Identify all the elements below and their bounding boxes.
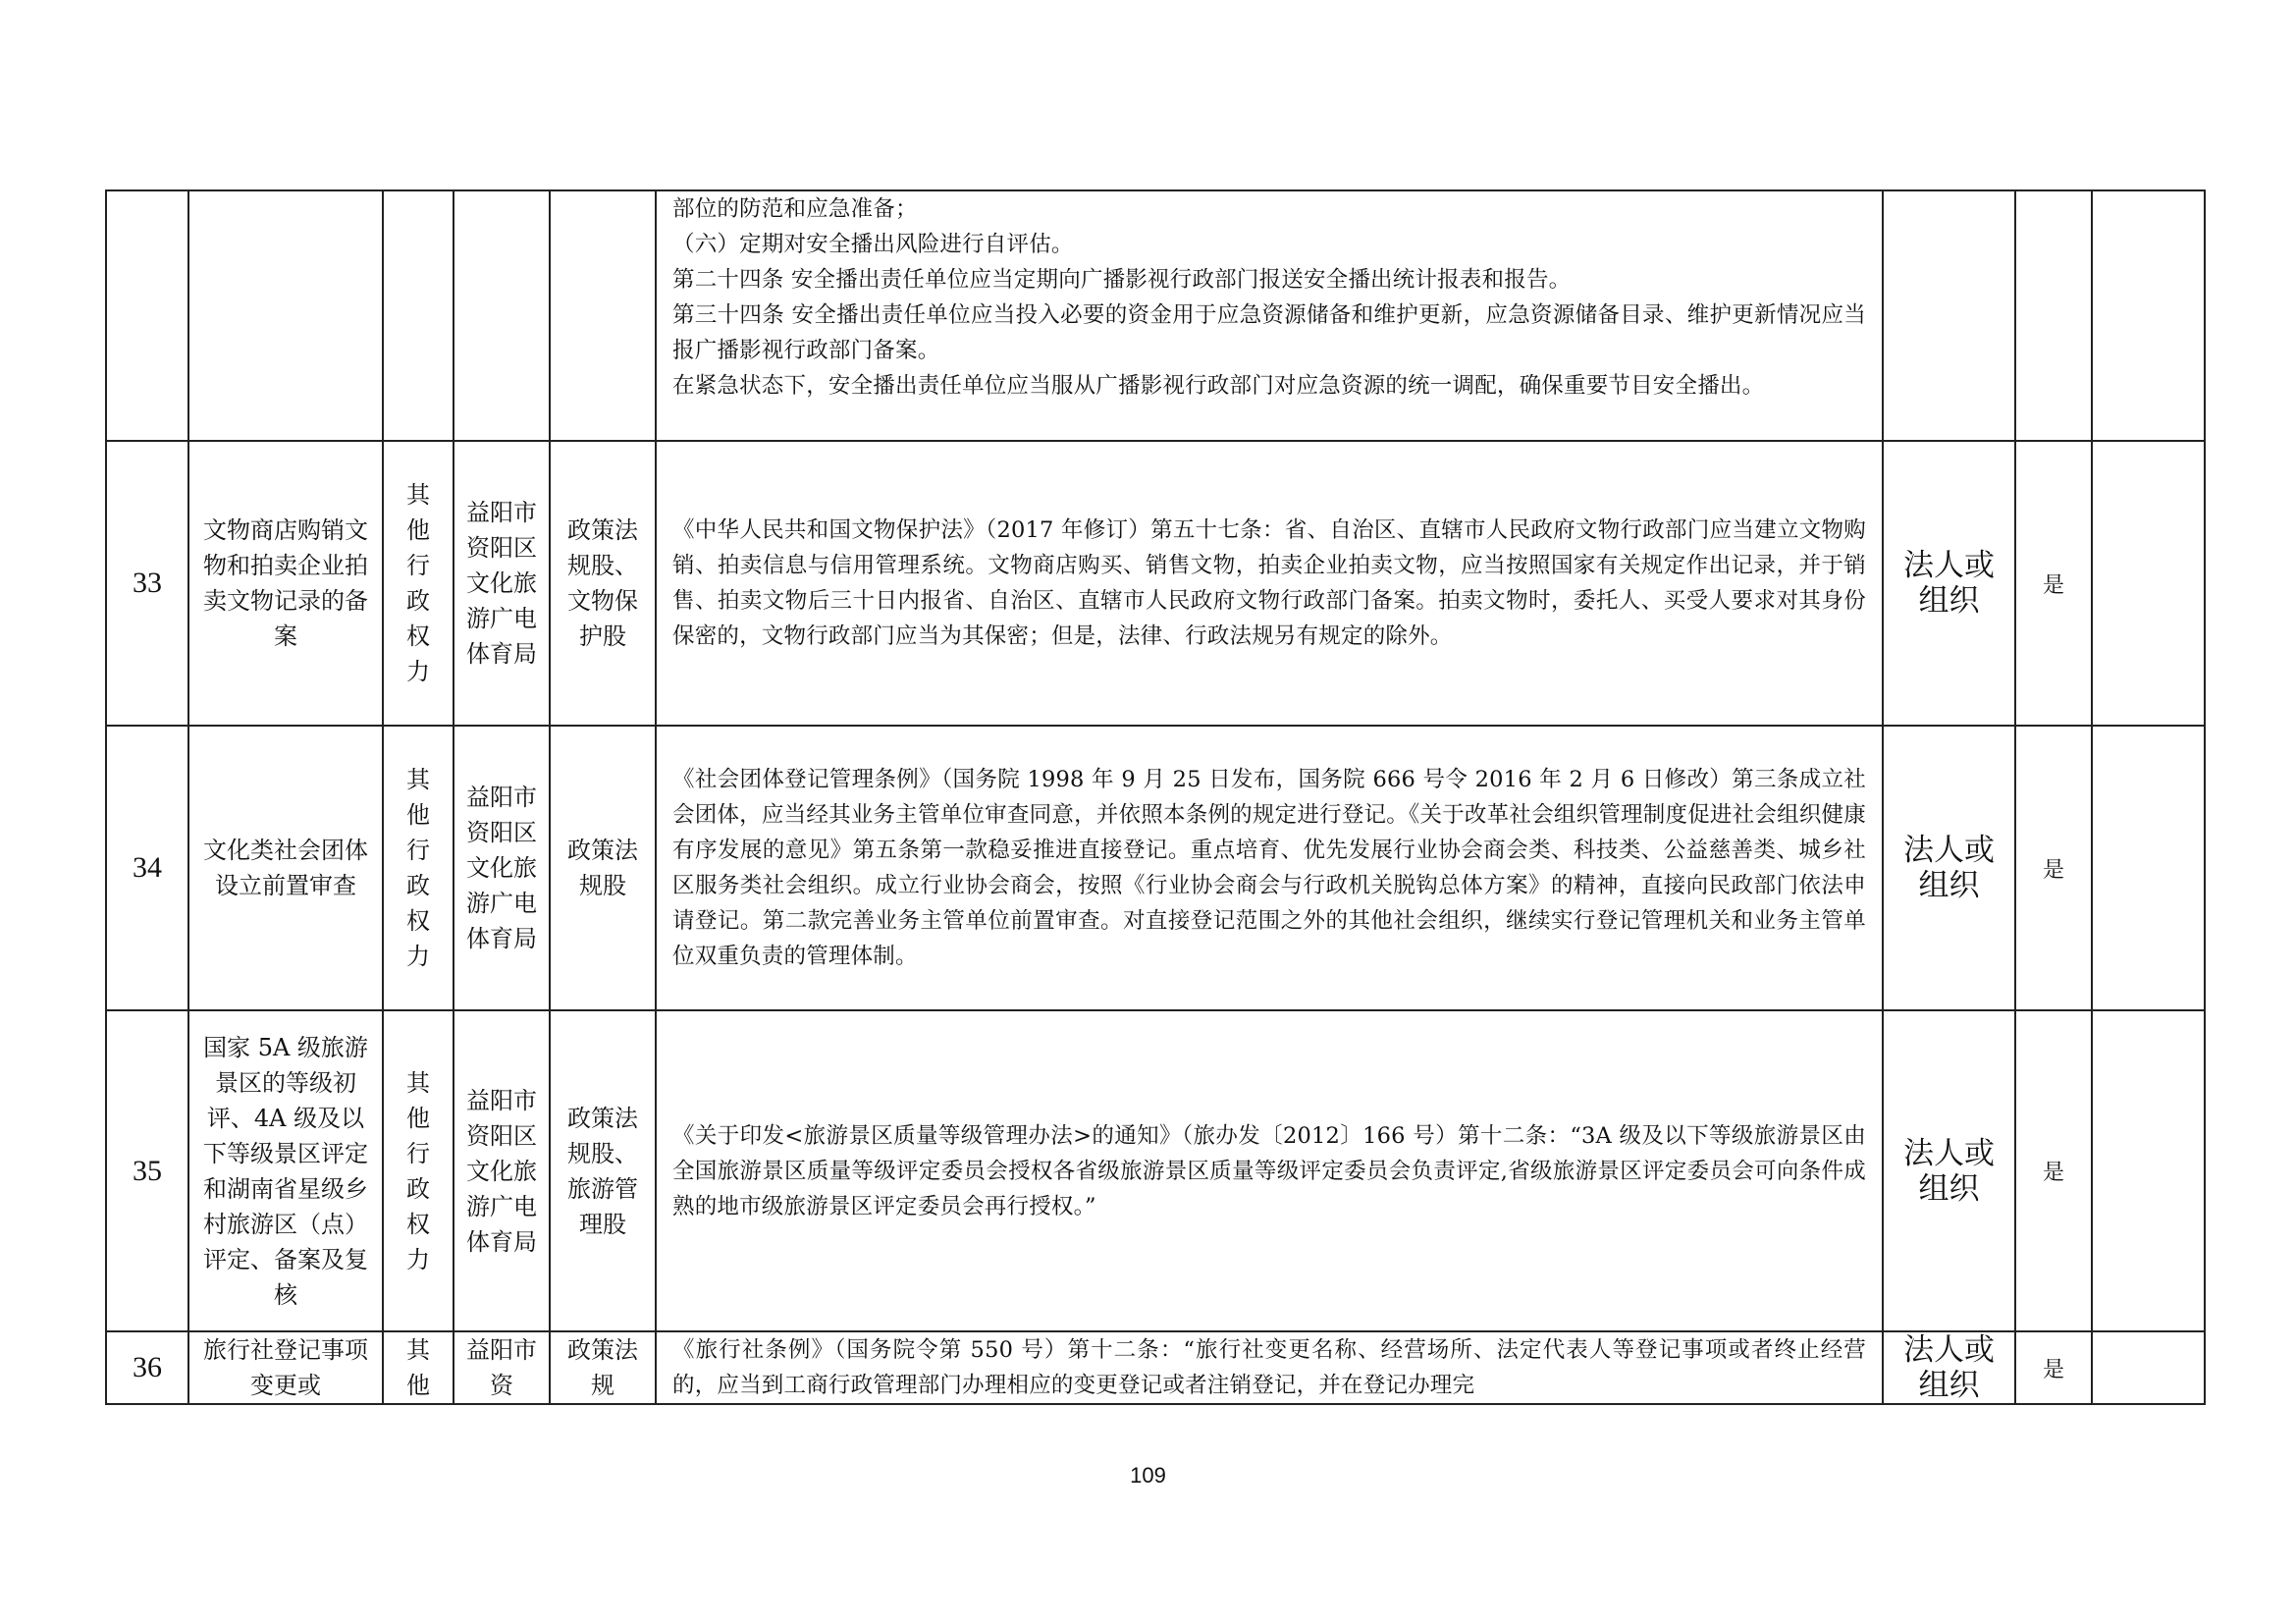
row-number: 36 (106, 1331, 188, 1404)
cell-flag (2015, 190, 2092, 441)
implementing-department (454, 441, 550, 726)
target-text: 法人或组织 (1903, 548, 1995, 619)
cell-type (383, 190, 454, 441)
item-name: 文化类社会团体设立前置审查 (188, 726, 383, 1010)
responsible-unit (550, 441, 656, 726)
implementing-department (454, 1331, 550, 1404)
item-name: 旅行社登记事项变更或 (188, 1331, 383, 1404)
item-type (383, 1010, 454, 1331)
row-number: 35 (106, 1010, 188, 1331)
remark (2092, 1010, 2205, 1331)
row-number: 33 (106, 441, 188, 726)
table-row (106, 1331, 2205, 1404)
cell-target (1883, 190, 2015, 441)
item-name: 文物商店购销文物和拍卖企业拍卖文物记录的备案 (188, 441, 383, 726)
department-text: 益阳市资阳区文化旅游广电体育局 (466, 499, 537, 668)
item-type-text: 其他行政权力 (406, 766, 430, 970)
service-target (1883, 441, 2015, 726)
remark (2092, 726, 2205, 1010)
unit-text: 政策法规股、旅游管理股 (567, 1104, 638, 1238)
cell-dept (454, 190, 550, 441)
legal-basis: 《旅行社条例》（国务院令第 550 号）第十二条：“旅行社变更名称、经营场所、法定代表人等登记事项或者终止经营的，应当到工商行政管理部门办理相应的变更登记或者注销登记，并在登记办理完 (656, 1331, 1883, 1404)
target-text: 法人或组织 (1903, 833, 1995, 903)
department-text: 益阳市资 (466, 1336, 537, 1399)
remark (2092, 441, 2205, 726)
cell-basis (656, 190, 1883, 441)
target-text: 法人或组织 (1903, 1135, 1995, 1207)
item-type-text: 其他 (406, 1336, 430, 1399)
flag-value: 是 (2015, 726, 2092, 1010)
basis-line: 部位的防范和应急准备； (672, 196, 918, 222)
target-text: 法人或组织 (1903, 1332, 1995, 1403)
cell-unit (550, 190, 656, 441)
power-list-table (105, 189, 2206, 1405)
service-target (1883, 1010, 2015, 1331)
legal-basis: 《关于印发<旅游景区质量等级管理办法>的通知》（旅办发〔2012〕166 号）第十二条：“3A 级及以下等级旅游景区由全国旅游景区质量等级评定委员会授权各省级旅游景区质量等级评定委员会负责评定,省级旅游景区评定委员会可向条件成熟的地市级旅游景区评定委员会再行授权。” (656, 1010, 1883, 1331)
service-target (1883, 1331, 2015, 1404)
cell-num (106, 190, 188, 441)
flag-value: 是 (2015, 1331, 2092, 1404)
unit-text: 政策法规股、文物保护股 (567, 516, 638, 650)
implementing-department (454, 726, 550, 1010)
table-row (106, 441, 2205, 726)
item-type (383, 726, 454, 1010)
unit-text: 政策法规 (567, 1336, 638, 1399)
department-text: 益阳市资阳区文化旅游广电体育局 (466, 784, 537, 952)
table-row (106, 726, 2205, 1010)
service-target (1883, 726, 2015, 1010)
item-type (383, 441, 454, 726)
item-type-text: 其他行政权力 (406, 1068, 430, 1273)
basis-line: 第三十四条 安全播出责任单位应当投入必要的资金用于应急资源储备和维护更新，应急资源储备目录、维护更新情况应当报广播影视行政部门备案。 (672, 302, 1866, 363)
item-type-text: 其他行政权力 (406, 481, 430, 685)
cell-remark (2092, 190, 2205, 441)
responsible-unit (550, 1010, 656, 1331)
responsible-unit (550, 1331, 656, 1404)
basis-line: 第二十四条 安全播出责任单位应当定期向广播影视行政部门报送安全播出统计报表和报告。 (672, 267, 1572, 293)
item-name: 国家 5A 级旅游景区的等级初评、4A 级及以下等级景区评定和湖南省星级乡村旅游区（点）评定、备案及复核 (188, 1010, 383, 1331)
flag-value: 是 (2015, 441, 2092, 726)
basis-line: 在紧急状态下，安全播出责任单位应当服从广播影视行政部门对应急资源的统一调配，确保重要节目安全播出。 (672, 373, 1765, 399)
legal-basis: 《中华人民共和国文物保护法》（2017 年修订）第五十七条：省、自治区、直辖市人民政府文物行政部门应当建立文物购销、拍卖信息与信用管理系统。文物商店购买、销售文物，拍卖企业拍卖文物，应当按照国家有关规定作出记录，并于销售、拍卖文物后三十日内报省、自治区、直辖市人民政府文物行政部门备案。拍卖文物时，委托人、买受人要求对其身份保密的，文物行政部门应当为其保密；但是，法律、行政法规另有规定的除外。 (656, 441, 1883, 726)
item-type (383, 1331, 454, 1404)
cell-name (188, 190, 383, 441)
implementing-department (454, 1010, 550, 1331)
table-row-continuation (106, 190, 2205, 441)
table-row (106, 1010, 2205, 1331)
page-number: 109 (1130, 1463, 1166, 1488)
basis-line: （六）定期对安全播出风险进行自评估。 (672, 232, 1074, 257)
row-number: 34 (106, 726, 188, 1010)
flag-value: 是 (2015, 1010, 2092, 1331)
legal-basis: 《社会团体登记管理条例》（国务院 1998 年 9 月 25 日发布，国务院 666 号令 2016 年 2 月 6 日修改）第三条成立社会团体，应当经其业务主管单位审查同意，并依照本条例的规定进行登记。《关于改革社会组织管理制度促进社会组织健康有序发展的意见》第五条第一款稳妥推进直接登记。重点培育、优先发展行业协会商会类、科技类、公益慈善类、城乡社区服务类社会组织。成立行业协会商会，按照《行业协会商会与行政机关脱钩总体方案》的精神，直接向民政部门依法申请登记。第二款完善业务主管单位前置审查。对直接登记范围之外的其他社会组织，继续实行登记管理机关和业务主管单位双重负责的管理体制。 (656, 726, 1883, 1010)
unit-text: 政策法规股 (567, 837, 638, 899)
department-text: 益阳市资阳区文化旅游广电体育局 (466, 1086, 537, 1256)
responsible-unit (550, 726, 656, 1010)
remark (2092, 1331, 2205, 1404)
